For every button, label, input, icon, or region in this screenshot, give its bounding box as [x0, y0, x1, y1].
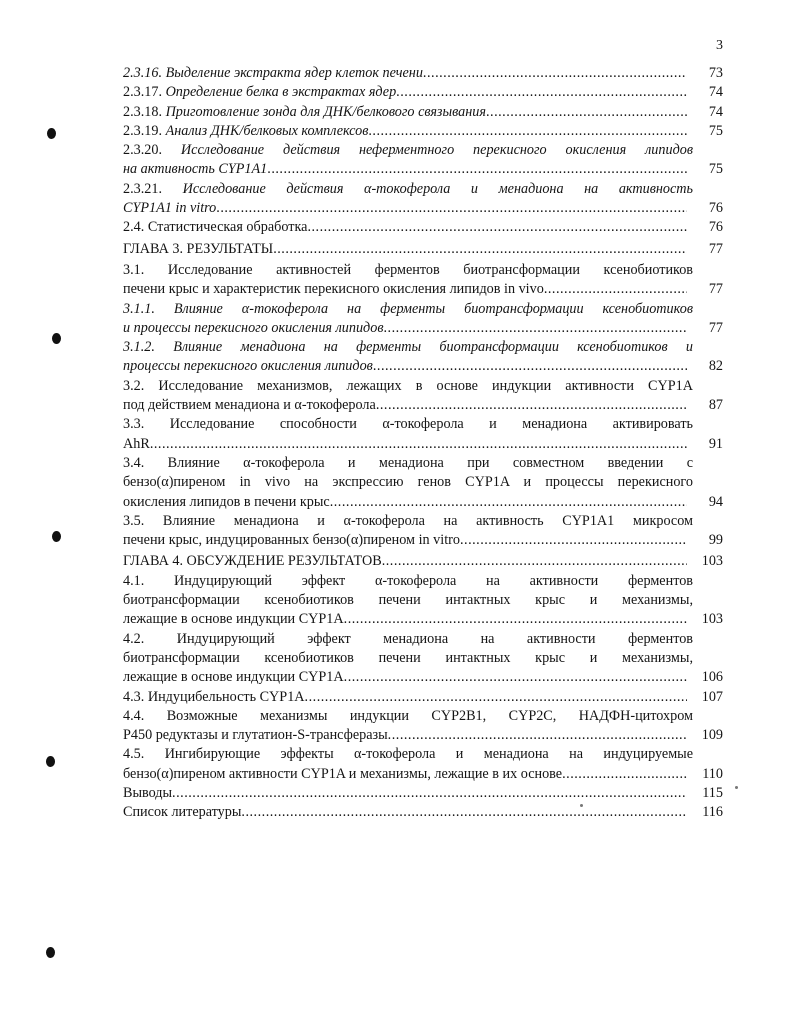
punch-hole-mark — [52, 531, 61, 542]
toc-entry-title — [123, 707, 693, 746]
toc-entry-title — [123, 630, 693, 688]
toc-entry — [123, 630, 723, 688]
toc-line: процессы перекисного окисления липидов ..... — [123, 357, 693, 376]
toc-entry-title — [123, 180, 693, 219]
table-of-contents — [123, 64, 723, 823]
toc-entry-title — [123, 415, 693, 454]
toc-entry-number: 3.1.2. — [123, 339, 174, 356]
toc-entry-number: 2.3.16. — [123, 65, 166, 81]
dot-leader — [307, 218, 687, 237]
toc-entry-title — [123, 377, 693, 416]
dot-leader — [373, 357, 687, 376]
dot-leader — [376, 396, 687, 415]
toc-entry — [123, 141, 723, 180]
toc-entry — [123, 415, 723, 454]
toc-entry — [123, 261, 723, 300]
dot-leader — [423, 64, 687, 83]
toc-entry — [123, 784, 723, 803]
toc-entry-title — [123, 688, 693, 707]
toc-entry-title — [123, 122, 693, 141]
toc-page-number: 77 — [708, 319, 723, 336]
toc-page-number: 77 — [708, 281, 723, 298]
toc-entry-number: 4.4. — [123, 707, 167, 724]
dot-leader — [368, 122, 687, 141]
toc-entry-title — [123, 338, 693, 377]
toc-entry — [123, 688, 723, 707]
toc-page-number: 103 — [701, 553, 723, 570]
dot-leader — [486, 103, 687, 122]
dot-leader — [562, 765, 687, 784]
dot-leader — [216, 199, 687, 218]
toc-page-number: 76 — [708, 200, 723, 217]
toc-line: биотрансформации ксенобиотиков печени интактных крыс и механизмы, — [123, 649, 693, 666]
toc-line: 3.2. Исследование механизмов, лежащих в основе индукции активности CYP1A — [123, 377, 694, 394]
toc-page-number: 116 — [702, 804, 723, 821]
toc-entry-number: 4.3. — [123, 688, 148, 705]
toc-line: 4.2. Индуцирующий эффект менадиона на активности ферментов — [123, 630, 694, 647]
punch-hole-mark — [46, 947, 55, 958]
toc-line: окисления липидов в печени крыс ..... — [123, 493, 693, 512]
toc-entry-number: 2.3.17. — [123, 84, 166, 101]
toc-entry-title — [123, 552, 693, 571]
toc-line: Список литературы ..... — [123, 803, 693, 822]
toc-entry-number: 4.5. — [123, 746, 165, 763]
toc-page-number: 107 — [701, 688, 723, 705]
toc-line: бензо(α)пиреном активности CYP1A и механизмы, лежащие в их основе ..... — [123, 765, 693, 784]
toc-entry — [123, 83, 723, 102]
toc-entry — [123, 803, 723, 822]
toc-line: 3.3. Исследование способности α-токоферола и менадиона активировать — [123, 416, 694, 433]
toc-entry-number: 2.3.19. — [123, 122, 166, 139]
dot-leader — [344, 668, 687, 687]
toc-entry — [123, 338, 723, 377]
scan-speck — [735, 786, 738, 789]
dot-leader — [150, 435, 687, 454]
toc-entry — [123, 240, 723, 259]
toc-entry-title — [123, 300, 693, 339]
toc-page-number: 109 — [701, 727, 723, 744]
toc-line: бензо(α)пиреном in vivo на экспрессию генов CYP1A и процессы перекисного — [123, 474, 693, 491]
toc-entry-title — [123, 454, 693, 512]
toc-entry — [123, 745, 723, 784]
toc-entry — [123, 180, 723, 219]
toc-entry — [123, 218, 723, 237]
toc-line: CYP1A1 in vitro ..... — [123, 199, 693, 218]
toc-entry-number: 3.2. — [123, 377, 159, 394]
toc-line: 3.5. Влияние менадиона и α-токоферола на активность CYP1A1 микросом — [123, 512, 693, 529]
toc-line: ГЛАВА 4. ОБСУЖДЕНИЕ РЕЗУЛЬТАТОВ ..... — [123, 552, 693, 571]
toc-line: на активность CYP1A1 ..... — [123, 160, 693, 179]
toc-entry-number: 3.3. — [123, 416, 170, 433]
toc-line: AhR ..... — [123, 435, 693, 454]
toc-page-number: 110 — [702, 765, 723, 782]
toc-line: Выводы ..... — [123, 784, 693, 803]
toc-page-number: 103 — [701, 611, 723, 628]
toc-entry-title — [123, 141, 693, 180]
toc-entry-title — [123, 803, 693, 822]
toc-line: ГЛАВА 3. РЕЗУЛЬТАТЫ ..... — [123, 240, 693, 259]
toc-line: 3.4. Влияние α-токоферола и менадиона при совместном введении с — [123, 454, 693, 471]
toc-entry — [123, 454, 723, 512]
toc-entry-title — [123, 240, 693, 259]
dot-leader — [241, 803, 687, 822]
dot-leader — [267, 160, 687, 179]
toc-line: 2.3.21. Исследование действия α-токоферола и менадиона на активность — [123, 180, 693, 197]
toc-line: биотрансформации ксенобиотиков печени интактных крыс и механизмы, — [123, 592, 693, 609]
toc-line: 2.4. Статистическая обработка ..... — [123, 218, 693, 237]
toc-entry-number: 4.1. — [123, 572, 174, 589]
toc-line: 4.4. Возможные механизмы индукции CYP2B1, CYP2C, НАДФН-цитохром — [123, 707, 693, 724]
toc-entry-number: 2.3.20. — [123, 142, 181, 159]
toc-line: под действием менадиона и α-токоферола ..... — [123, 396, 693, 415]
dot-leader — [382, 552, 687, 571]
scan-speck — [580, 804, 583, 807]
toc-page-number: 115 — [702, 784, 723, 801]
toc-entry-number: 3.4. — [123, 454, 168, 471]
punch-hole-mark — [47, 128, 56, 139]
toc-entry — [123, 572, 723, 630]
toc-line: печени крыс, индуцированных бензо(α)пиреном in vitro ..... — [123, 531, 693, 550]
toc-entry-number: 3.5. — [123, 512, 163, 529]
toc-page-number: 76 — [708, 219, 723, 236]
toc-entry-title — [123, 512, 693, 551]
toc-line: 4.1. Индуцирующий эффект α-токоферола на активности ферментов — [123, 572, 693, 589]
toc-entry-number: 4.2. — [123, 630, 177, 647]
toc-entry-title — [123, 83, 693, 102]
punch-hole-mark — [52, 333, 61, 344]
toc-line: 3.1. Исследование активностей ферментов биотрансформации ксенобиотиков — [123, 261, 694, 278]
toc-line: 2.3.20. Исследование действия неферментного перекисного окисления липидов — [123, 142, 693, 159]
toc-entry-title — [123, 784, 693, 803]
toc-entry — [123, 300, 723, 339]
toc-page-number: 106 — [701, 669, 723, 686]
toc-page-number: 91 — [708, 435, 723, 452]
toc-page-number: 94 — [708, 493, 723, 510]
toc-entry — [123, 512, 723, 551]
toc-entry — [123, 552, 723, 571]
toc-entry-number: 2.3.21. — [123, 180, 183, 197]
dot-leader — [330, 493, 687, 512]
toc-page-number: 99 — [708, 532, 723, 549]
punch-hole-mark — [46, 756, 55, 767]
toc-line: 4.3. Индуцибельность CYP1A ..... — [123, 688, 693, 707]
toc-page-number: 75 — [708, 161, 723, 178]
toc-line: 3.1.2. Влияние менадиона на ферменты биотрансформации ксенобиотиков и — [123, 339, 694, 356]
dot-leader — [396, 83, 687, 102]
dot-leader — [273, 240, 687, 259]
toc-page-number: 75 — [708, 122, 723, 139]
toc-entry-title — [123, 64, 693, 83]
dot-leader — [344, 610, 687, 629]
dot-leader — [460, 531, 687, 550]
toc-entry-number: 3.1. — [123, 261, 168, 278]
toc-page-number: 73 — [708, 65, 723, 81]
toc-line: 2.3.19. Анализ ДНК/белковых комплексов ..... — [123, 122, 693, 141]
toc-entry-title — [123, 218, 693, 237]
toc-entry-number: 3.1.1. — [123, 300, 174, 317]
toc-line: 2.3.17. Определение белка в экстрактах ядер ..... — [123, 83, 693, 102]
toc-line: 3.1.1. Влияние α-токоферола на ферменты биотрансформации ксенобиотиков — [123, 300, 693, 317]
toc-line: P450 редуктазы и глутатион-S-трансферазы ..... — [123, 726, 693, 745]
toc-line: лежащие в основе индукции CYP1A ..... — [123, 668, 693, 687]
toc-entry-title — [123, 261, 693, 300]
toc-line: 2.3.16. Выделение экстракта ядер клеток печени ..... — [123, 64, 693, 83]
toc-entry — [123, 103, 723, 122]
toc-line: 4.5. Ингибирующие эффекты α-токоферола и менадиона на индуцируемые — [123, 746, 694, 763]
toc-entry-title — [123, 745, 693, 784]
toc-entry-title — [123, 103, 693, 122]
toc-page-number: 74 — [708, 103, 723, 120]
toc-entry — [123, 64, 723, 83]
toc-page-number: 87 — [708, 397, 723, 414]
toc-entry-number: 2.3.18. — [123, 103, 166, 120]
dot-leader — [383, 319, 687, 338]
toc-page-number: 77 — [708, 240, 723, 257]
dot-leader — [172, 784, 687, 803]
dot-leader — [388, 726, 687, 745]
toc-line: 2.3.18. Приготовление зонда для ДНК/белкового связывания ..... — [123, 103, 693, 122]
toc-line: и процессы перекисного окисления липидов ..... — [123, 319, 693, 338]
toc-entry-title — [123, 572, 693, 630]
toc-entry — [123, 377, 723, 416]
dot-leader — [544, 280, 687, 299]
toc-line: печени крыс и характеристик перекисного окисления липидов in vivo ..... — [123, 280, 693, 299]
toc-entry — [123, 122, 723, 141]
toc-line: лежащие в основе индукции CYP1A ..... — [123, 610, 693, 629]
toc-page-number: 74 — [708, 84, 723, 101]
page-number: 3 — [716, 38, 723, 53]
toc-entry-number: 2.4. — [123, 219, 148, 236]
dot-leader — [305, 688, 687, 707]
toc-page-number: 82 — [708, 358, 723, 375]
toc-entry — [123, 707, 723, 746]
